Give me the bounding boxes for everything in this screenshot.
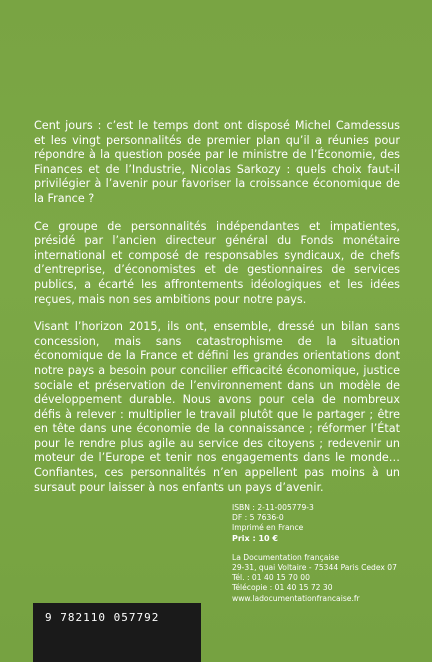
price: Prix : 10 € (232, 533, 278, 543)
publisher-name: La Documentation française (232, 552, 340, 562)
paragraph-3: Visant l’horizon 2015, ils ont, ensemble, dressé un bilan sans concession, mais sans catastrophisme de la situation économique de la France et défini les grandes orientations dont notre pays a besoin pour concilier efficacité économique, justice sociale et préservation de l’environnement dans un modèle de développement durable. Nous avons pour cela de nombreux défis à relever : multiplier le travail plutôt que le partager ; être en tête dans une économie de la connaissance ; réformer l’État pour le rendre plus agile au service des citoyens ; redevenir un moteur de l’Europe et tenir nos engagements dans le monde… Confiantes, ces personnalités n’en appellent pas moins à un sursaut pour laisser à nos enfants un pays d’avenir. (34, 320, 400, 494)
printed-in: Imprimé en France (232, 523, 304, 533)
isbn: ISBN : 2-11-005779-3 (232, 503, 314, 512)
barcode-box (33, 603, 201, 662)
blurb-text (34, 119, 400, 508)
publication-info (232, 503, 412, 604)
barcode-number: 9 782110 057792 (45, 611, 160, 624)
df-number: DF : 5 7636-0 (232, 513, 284, 523)
publisher-website: www.ladocumentationfrancaise.fr (232, 593, 360, 603)
paragraph-1: Cent jours : c’est le temps dont ont disposé Michel Camdessus et les vingt personnalités de premier plan qu’il a réunies pour répondre à la question posée par le ministre de l’Économie, des Finances et de l’Industrie, Nicolas Sarkozy : quels choix faut-il privilégier à l’avenir pour favoriser la croissance économique de la France ? (34, 119, 400, 205)
paragraph-2: Ce groupe de personnalités indépendantes et impatientes, présidé par l’ancien directeur général du Fonds monétaire international et composé de responsables syndicaux, de chefs d’entreprise, d’économistes et de gestionnaires de services publics, a écarté les affrontements idéologiques et les idées reçues, mais non ses ambitions pour notre pays. (34, 219, 400, 306)
publisher-fax: Télécopie : 01 40 15 72 30 (232, 583, 333, 593)
publisher-address: 29-31, quai Voltaire - 75344 Paris Cedex 07 (232, 563, 397, 573)
publisher-phone: Tél. : 01 40 15 70 00 (232, 573, 310, 583)
spacer (232, 544, 412, 553)
